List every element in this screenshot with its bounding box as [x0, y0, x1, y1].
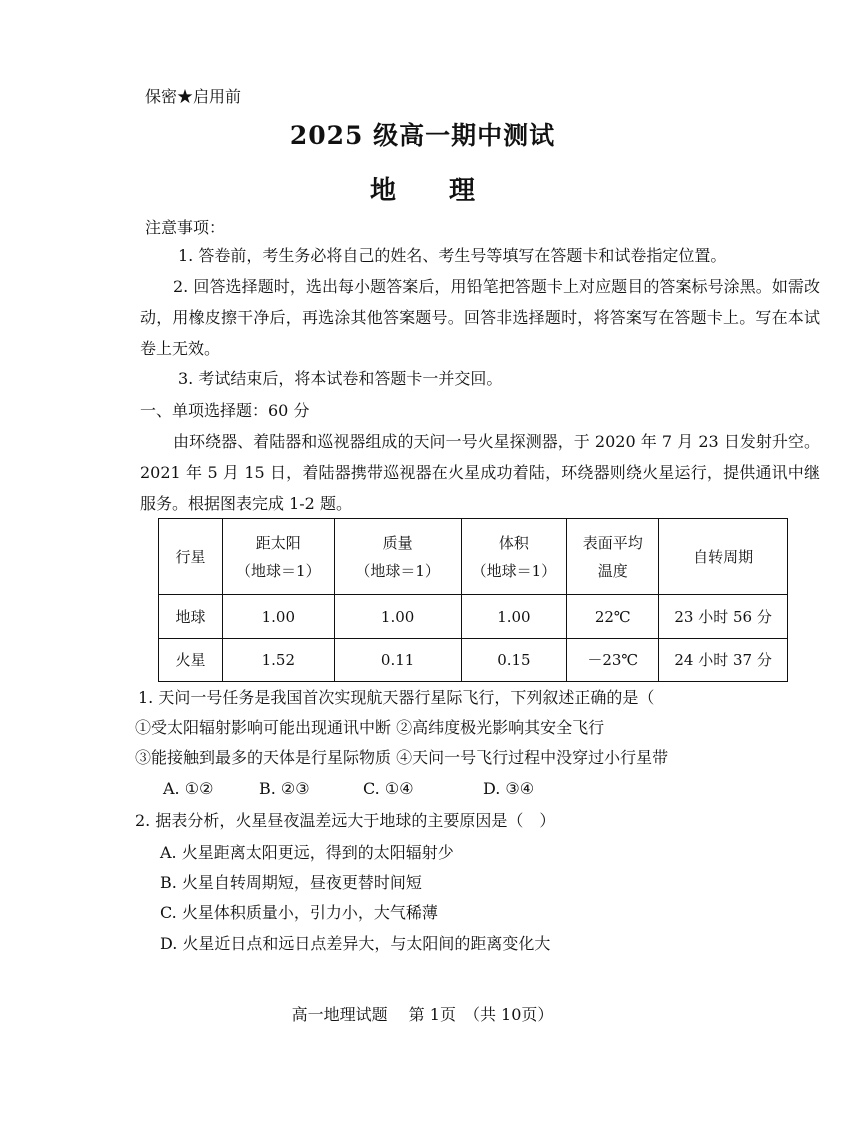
- notice-heading: 注意事项：: [145, 218, 226, 237]
- header-cell-distance: 距太阳 （地球＝1）: [222, 519, 334, 595]
- q1-option-d: D. ③④: [483, 779, 535, 798]
- q1-option-b: B. ②③: [259, 779, 310, 798]
- table-cell: 22℃: [567, 595, 659, 639]
- header-cell-volume: 体积 （地球＝1）: [461, 519, 567, 595]
- table-header-row: [159, 519, 788, 595]
- q1-options: [163, 774, 843, 804]
- table-cell: 0.11: [334, 639, 461, 682]
- table-cell: －23℃: [567, 639, 659, 682]
- table-cell: 1.00: [461, 595, 567, 639]
- subject-title: 地 理: [369, 176, 498, 206]
- page-footer: 高一地理试题 第 1页 （共 10页）: [291, 1005, 554, 1024]
- section-heading: 一、单项选择题：60 分: [140, 401, 310, 420]
- q2-option-c: C. 火星体积质量小，引力小，大气稀薄: [160, 903, 438, 922]
- table-cell: 地球: [159, 595, 223, 639]
- header-cell-mass: 质量 （地球＝1）: [334, 519, 461, 595]
- notice-item-3: 3. 考试结束后，将本试卷和答题卡一并交回。: [178, 369, 503, 388]
- section-intro: 由环绕器、着陆器和巡视器组成的天问一号火星探测器，于 2020 年 7 月 23 日发射升空。2021 年 5 月 15 日，着陆器携带巡视器在火星成功着陆，环绕器则绕火星运行，提供通讯中继服务。根据图表完成 1-2 题。: [140, 432, 820, 513]
- q2-option-b: B. 火星自转周期短，昼夜更替时间短: [160, 873, 422, 892]
- exam-title: 2025 级高一期中测试: [289, 121, 556, 150]
- notice-item-1: 1. 答卷前，考生务必将自己的姓名、考生号等填写在答题卡和试卷指定位置。: [178, 246, 727, 265]
- q1-statements-1: ①受太阳辐射影响可能出现通讯中断 ②高纬度极光影响其安全飞行: [135, 718, 605, 737]
- table-row: [159, 595, 788, 639]
- table-cell: 23 小时 56 分: [659, 595, 788, 639]
- confidential-mark: 保密★启用前: [145, 87, 242, 106]
- notice-item-2: 2. 回答选择题时，选出每小题答案后，用铅笔把答题卡上对应题目的答案标号涂黑。如需改动，用橡皮擦干净后，再选涂其他答案题号。回答非选择题时，将答案写在答题卡上。写在本试卷上无效。: [140, 277, 820, 358]
- q1-stem: 1. 天问一号任务是我国首次实现航天器行星际飞行，下列叙述正确的是（: [138, 688, 655, 707]
- q1-statements-2: ③能接触到最多的天体是行星际物质 ④天问一号飞行过程中没穿过小行星带: [135, 748, 669, 767]
- q2-stem: 2. 据表分析，火星昼夜温差远大于地球的主要原因是（ ）: [135, 811, 556, 830]
- table-cell: 1.52: [222, 639, 334, 682]
- q2-option-a: A. 火星距离太阳更远，得到的太阳辐射少: [160, 843, 454, 862]
- table-cell: 0.15: [461, 639, 567, 682]
- table-cell: 24 小时 37 分: [659, 639, 788, 682]
- header-cell-temperature: 表面平均 温度: [567, 519, 659, 595]
- table-cell: 火星: [159, 639, 223, 682]
- table-row: [159, 639, 788, 682]
- q1-option-a: A. ①②: [163, 779, 214, 798]
- header-cell-planet: 行星: [159, 519, 223, 595]
- q1-option-c: C. ①④: [363, 779, 414, 798]
- q2-option-d: D. 火星近日点和远日点差异大，与太阳间的距离变化大: [160, 934, 551, 953]
- planet-table: [158, 518, 788, 682]
- table-cell: 1.00: [334, 595, 461, 639]
- header-cell-rotation: 自转周期: [659, 519, 788, 595]
- table-cell: 1.00: [222, 595, 334, 639]
